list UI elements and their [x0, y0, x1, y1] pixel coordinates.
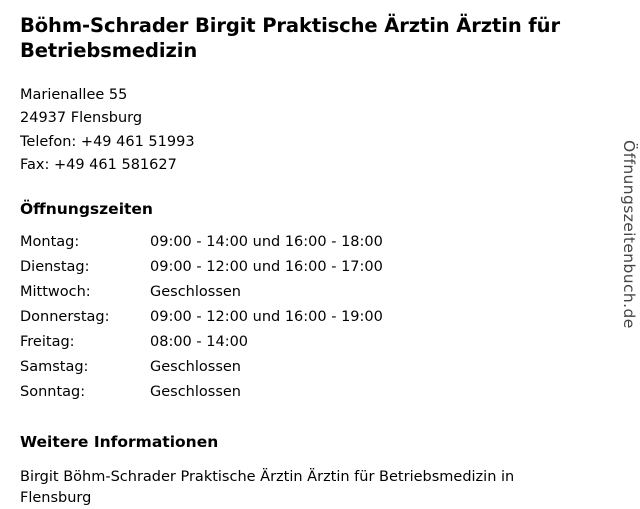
address-city: 24937 Flensburg: [20, 110, 143, 127]
day-label: Donnerstag:: [20, 308, 110, 325]
more-information-heading: Weitere Informationen: [20, 432, 219, 451]
day-hours: 08:00 - 14:00: [150, 333, 249, 350]
day-label: Montag:: [20, 233, 80, 250]
watermark-label: Öffnungszeitenbuch.de: [620, 140, 638, 329]
table-row: [20, 359, 383, 384]
fax-line: Fax: +49 461 581627: [20, 157, 177, 174]
day-hours: 09:00 - 12:00 und 16:00 - 17:00: [150, 258, 383, 275]
opening-hours-heading: Öffnungszeiten: [20, 199, 153, 218]
table-row: [20, 384, 383, 409]
address-street: Marienallee 55: [20, 86, 128, 103]
day-hours: 09:00 - 14:00 und 16:00 - 18:00: [150, 233, 383, 250]
day-hours: Geschlossen: [150, 383, 241, 400]
opening-hours-table: [20, 234, 383, 409]
day-label: Dienstag:: [20, 258, 90, 275]
day-hours: Geschlossen: [150, 358, 241, 375]
table-row: [20, 309, 383, 334]
day-hours: Geschlossen: [150, 283, 241, 300]
address-block: [20, 84, 580, 178]
more-information-text: Birgit Böhm-Schrader Praktische Ärztin Ärztin für Betriebsmedizin in Flensburg: [20, 468, 515, 506]
day-label: Sonntag:: [20, 383, 86, 400]
day-label: Mittwoch:: [20, 283, 91, 300]
table-row: [20, 234, 383, 259]
table-row: [20, 334, 383, 359]
day-label: Freitag:: [20, 333, 75, 350]
day-label: Samstag:: [20, 358, 89, 375]
table-row: [20, 259, 383, 284]
table-row: [20, 284, 383, 309]
phone-line: Telefon: +49 461 51993: [20, 133, 195, 150]
day-hours: 09:00 - 12:00 und 16:00 - 19:00: [150, 308, 383, 325]
page-title: Böhm-Schrader Birgit Praktische Ärztin Ärztin für Betriebsmedizin: [20, 14, 560, 62]
